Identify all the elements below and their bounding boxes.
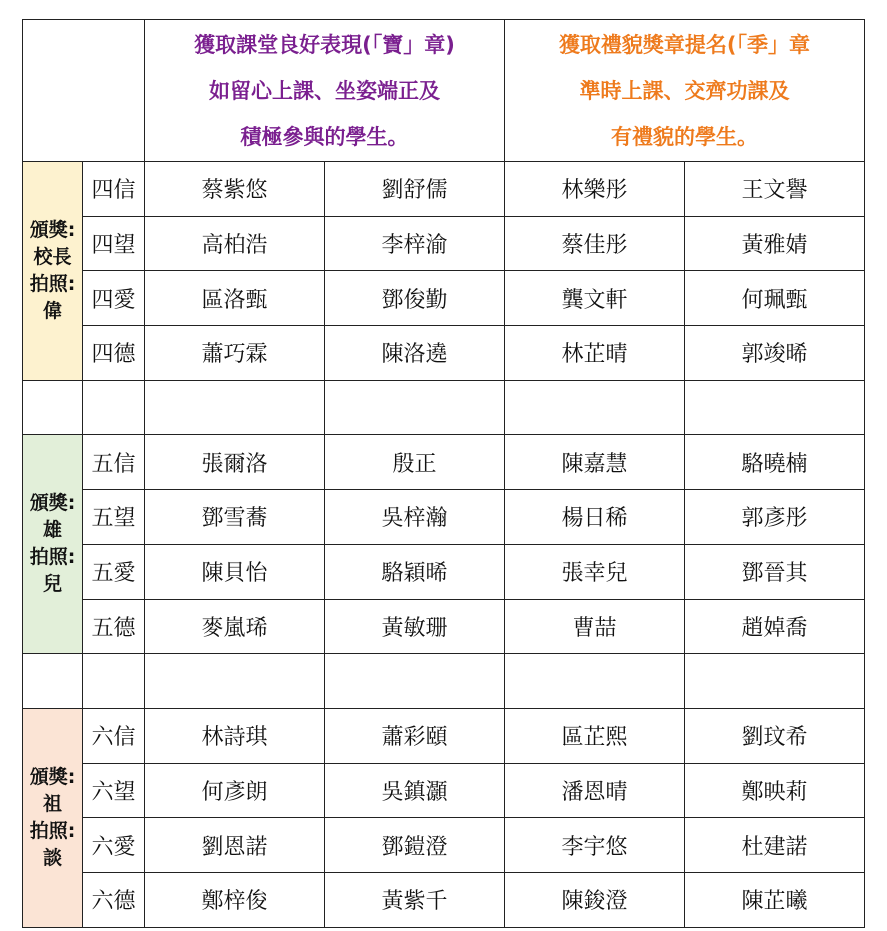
award-assignment-cell	[23, 435, 83, 654]
table-row	[23, 326, 865, 381]
student-name-cell: 區洛甄	[145, 271, 325, 326]
student-name-cell: 黃敏珊	[325, 599, 505, 654]
student-name-cell: 蕭彩頤	[325, 708, 505, 763]
table-row	[23, 162, 865, 217]
class-name-cell: 五望	[83, 490, 145, 545]
header-orange-line: 有禮貌的學生。	[611, 124, 758, 149]
student-name-cell: 劉恩諾	[145, 818, 325, 873]
student-name-cell: 龔文軒	[505, 271, 685, 326]
spacer-row	[23, 654, 865, 709]
class-name-cell: 四愛	[83, 271, 145, 326]
header-courtesy-award	[505, 20, 865, 162]
award-line: 談	[42, 846, 62, 869]
student-name-cell: 鄧晉其	[685, 544, 865, 599]
student-name-cell: 黃紫千	[325, 872, 505, 927]
award-line: 頒獎:	[29, 492, 76, 515]
student-name-cell: 鄧俊勤	[325, 271, 505, 326]
student-name-cell: 鄭映莉	[685, 763, 865, 818]
class-name-cell: 四信	[83, 162, 145, 217]
class-name-cell: 六德	[83, 872, 145, 927]
table-row	[23, 708, 865, 763]
award-line: 祖	[42, 792, 62, 815]
student-name-cell: 何珮甄	[685, 271, 865, 326]
student-name-cell: 劉舒儒	[325, 162, 505, 217]
award-assignment-cell	[23, 162, 83, 381]
award-line: 雄	[42, 519, 62, 542]
student-name-cell: 鄭梓俊	[145, 872, 325, 927]
header-orange-line: 準時上課、交齊功課及	[579, 78, 790, 103]
class-name-cell: 四望	[83, 216, 145, 271]
student-name-cell: 張爾洛	[145, 435, 325, 490]
table-row	[23, 599, 865, 654]
empty-cell	[325, 380, 505, 435]
class-name-cell: 五信	[83, 435, 145, 490]
empty-cell	[23, 380, 83, 435]
empty-cell	[145, 654, 325, 709]
empty-cell	[145, 380, 325, 435]
student-name-cell: 高柏浩	[145, 216, 325, 271]
student-name-cell: 鄧雪蕎	[145, 490, 325, 545]
award-line: 拍照:	[29, 546, 76, 569]
header-purple-line: 積極參與的學生。	[240, 124, 409, 149]
student-name-cell: 李梓渝	[325, 216, 505, 271]
student-name-cell: 陳貝怡	[145, 544, 325, 599]
award-assignment-cell	[23, 708, 83, 927]
class-name-cell: 六望	[83, 763, 145, 818]
student-name-cell: 區芷熙	[505, 708, 685, 763]
student-name-cell: 劉玟希	[685, 708, 865, 763]
header-row	[23, 20, 865, 162]
header-purple-line: 獲取課堂良好表現(「寶」章)	[194, 32, 455, 57]
award-line: 拍照:	[29, 272, 76, 295]
student-name-cell: 林樂彤	[505, 162, 685, 217]
student-name-cell: 陳芷曦	[685, 872, 865, 927]
student-name-cell: 麥嵐琋	[145, 599, 325, 654]
class-name-cell: 五德	[83, 599, 145, 654]
student-name-cell: 鄧鎧澄	[325, 818, 505, 873]
award-line: 校長	[33, 245, 72, 268]
award-line: 偉	[42, 299, 62, 322]
spacer-row	[23, 380, 865, 435]
empty-cell	[83, 654, 145, 709]
header-blank-cell	[23, 20, 145, 162]
table-row	[23, 872, 865, 927]
student-name-cell: 曹喆	[505, 599, 685, 654]
empty-cell	[83, 380, 145, 435]
empty-cell	[685, 380, 865, 435]
table-row	[23, 216, 865, 271]
student-name-cell: 趙婥喬	[685, 599, 865, 654]
award-line: 頒獎:	[29, 218, 76, 241]
table-row	[23, 435, 865, 490]
empty-cell	[505, 380, 685, 435]
student-name-cell: 林芷晴	[505, 326, 685, 381]
class-name-cell: 六愛	[83, 818, 145, 873]
empty-cell	[23, 654, 83, 709]
student-name-cell: 蔡佳彤	[505, 216, 685, 271]
class-name-cell: 四德	[83, 326, 145, 381]
student-name-cell: 李宇悠	[505, 818, 685, 873]
student-name-cell: 林詩琪	[145, 708, 325, 763]
header-purple-line: 如留心上課、坐姿端正及	[209, 78, 440, 103]
student-name-cell: 郭竣晞	[685, 326, 865, 381]
table-row	[23, 818, 865, 873]
award-line: 頒獎:	[29, 765, 76, 788]
student-name-cell: 潘恩晴	[505, 763, 685, 818]
award-line: 拍照:	[29, 819, 76, 842]
student-name-cell: 王文譽	[685, 162, 865, 217]
student-name-cell: 殷正	[325, 435, 505, 490]
table-row	[23, 271, 865, 326]
student-name-cell: 何彥朗	[145, 763, 325, 818]
header-good-performance	[145, 20, 505, 162]
table-row	[23, 544, 865, 599]
student-name-cell: 吳梓瀚	[325, 490, 505, 545]
student-name-cell: 陳鋑澄	[505, 872, 685, 927]
empty-cell	[505, 654, 685, 709]
student-name-cell: 郭彥彤	[685, 490, 865, 545]
student-name-cell: 張幸兒	[505, 544, 685, 599]
header-orange-line: 獲取禮貌獎章提名(「季」章	[558, 32, 811, 57]
student-name-cell: 陳嘉慧	[505, 435, 685, 490]
award-table	[22, 19, 865, 928]
award-line: 兒	[42, 573, 62, 596]
student-name-cell: 蕭巧霖	[145, 326, 325, 381]
class-name-cell: 五愛	[83, 544, 145, 599]
table-row	[23, 490, 865, 545]
student-name-cell: 吳鎮灝	[325, 763, 505, 818]
student-name-cell: 黃雅婧	[685, 216, 865, 271]
empty-cell	[325, 654, 505, 709]
student-name-cell: 駱穎晞	[325, 544, 505, 599]
class-name-cell: 六信	[83, 708, 145, 763]
student-name-cell: 楊日稀	[505, 490, 685, 545]
student-name-cell: 蔡紫悠	[145, 162, 325, 217]
table-row	[23, 763, 865, 818]
empty-cell	[685, 654, 865, 709]
student-name-cell: 陳洛遶	[325, 326, 505, 381]
student-name-cell: 杜建諾	[685, 818, 865, 873]
student-name-cell: 駱曉楠	[685, 435, 865, 490]
